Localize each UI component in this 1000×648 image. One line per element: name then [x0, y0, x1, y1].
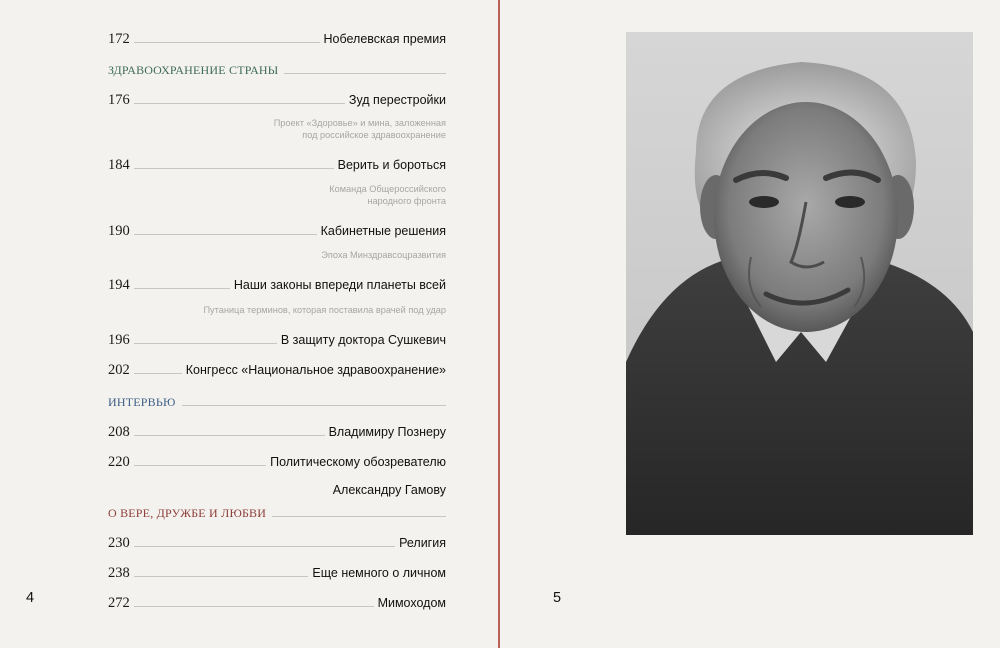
section-rule: [182, 405, 447, 406]
toc-title: Еще немного о личном: [312, 566, 446, 580]
leader-line: [134, 288, 230, 289]
toc-entry[interactable]: [108, 592, 446, 612]
toc-subtitle: [108, 117, 446, 141]
section-heading-faith: [108, 503, 446, 521]
toc-title: Религия: [399, 536, 446, 550]
toc-title: Нобелевская премия: [323, 32, 446, 46]
subtitle-line: Проект «Здоровье» и мина, заложенная: [273, 118, 446, 128]
toc-subtitle: [108, 249, 446, 261]
subtitle-line: под российское здравоохранение: [302, 130, 446, 140]
subtitle-line: Путаница терминов, которая поставила врачей под удар: [203, 305, 446, 315]
toc-title: Владимиру Познеру: [328, 425, 446, 439]
toc-page-number: 190: [108, 223, 130, 239]
leader-line: [134, 546, 395, 547]
right-page-number: 5: [553, 590, 562, 606]
section-heading-interview: [108, 392, 446, 410]
toc-entry[interactable]: [108, 421, 446, 441]
toc-page-number: 230: [108, 535, 130, 551]
subtitle-line: народного фронта: [367, 196, 446, 206]
section-rule: [272, 516, 446, 517]
section-label: ИНТЕРВЬЮ: [108, 395, 176, 409]
toc-entry[interactable]: [108, 359, 446, 379]
leader-line: [134, 343, 277, 344]
toc-page-number: 220: [108, 454, 130, 470]
leader-line: [134, 168, 334, 169]
portrait-photo: [626, 32, 973, 535]
toc-title: Кабинетные решения: [320, 224, 446, 238]
toc-page-number: 194: [108, 277, 130, 293]
left-page: [0, 0, 499, 648]
toc-subtitle: [108, 304, 446, 316]
toc-page-number: 238: [108, 565, 130, 581]
leader-line: [134, 42, 320, 43]
toc-entry[interactable]: [108, 562, 446, 582]
toc-title: Верить и бороться: [337, 158, 446, 172]
section-label: О ВЕРЕ, ДРУЖБЕ И ЛЮБВИ: [108, 506, 267, 520]
toc-entry[interactable]: [108, 154, 446, 174]
subtitle-line: Команда Общероссийского: [329, 184, 446, 194]
subtitle-line: Эпоха Минздравсоцразвития: [321, 250, 446, 260]
toc-entry[interactable]: [108, 274, 446, 294]
toc-title: Зуд перестройки: [348, 93, 446, 107]
toc-page-number: 208: [108, 424, 130, 440]
section-heading-healthcare: [108, 60, 446, 78]
toc-title: Политическому обозревателю: [270, 455, 446, 469]
toc-entry[interactable]: [108, 89, 446, 109]
section-label: ЗДРАВООХРАНЕНИЕ СТРАНЫ: [108, 63, 279, 77]
toc-entry[interactable]: [108, 532, 446, 552]
toc-entry[interactable]: [108, 220, 446, 240]
toc-page-number: 176: [108, 92, 130, 108]
toc-entry[interactable]: [108, 28, 446, 48]
toc-title: Наши законы впереди планеты всей: [233, 278, 446, 292]
toc-page-number: 172: [108, 31, 130, 47]
toc-subtitle: [108, 183, 446, 207]
leader-line: [134, 373, 182, 374]
toc-title: Конгресс «Национальное здравоохранение»: [185, 363, 446, 377]
toc-title: В защиту доктора Сушкевич: [280, 333, 446, 347]
toc-page-number: 196: [108, 332, 130, 348]
leader-line: [134, 606, 374, 607]
toc-page-number: 184: [108, 157, 130, 173]
toc-page-number: 272: [108, 595, 130, 611]
leader-line: [134, 576, 309, 577]
toc-entry[interactable]: [108, 329, 446, 349]
leader-line: [134, 465, 266, 466]
leader-line: [134, 234, 317, 235]
leader-line: [134, 103, 345, 104]
toc-page-number: 202: [108, 362, 130, 378]
toc-entry[interactable]: [108, 451, 446, 471]
toc-title-continuation: Александру Гамову: [332, 483, 446, 497]
toc-title: Мимоходом: [377, 596, 446, 610]
left-page-number: 4: [26, 590, 35, 606]
leader-line: [134, 435, 325, 436]
section-rule: [284, 73, 446, 74]
